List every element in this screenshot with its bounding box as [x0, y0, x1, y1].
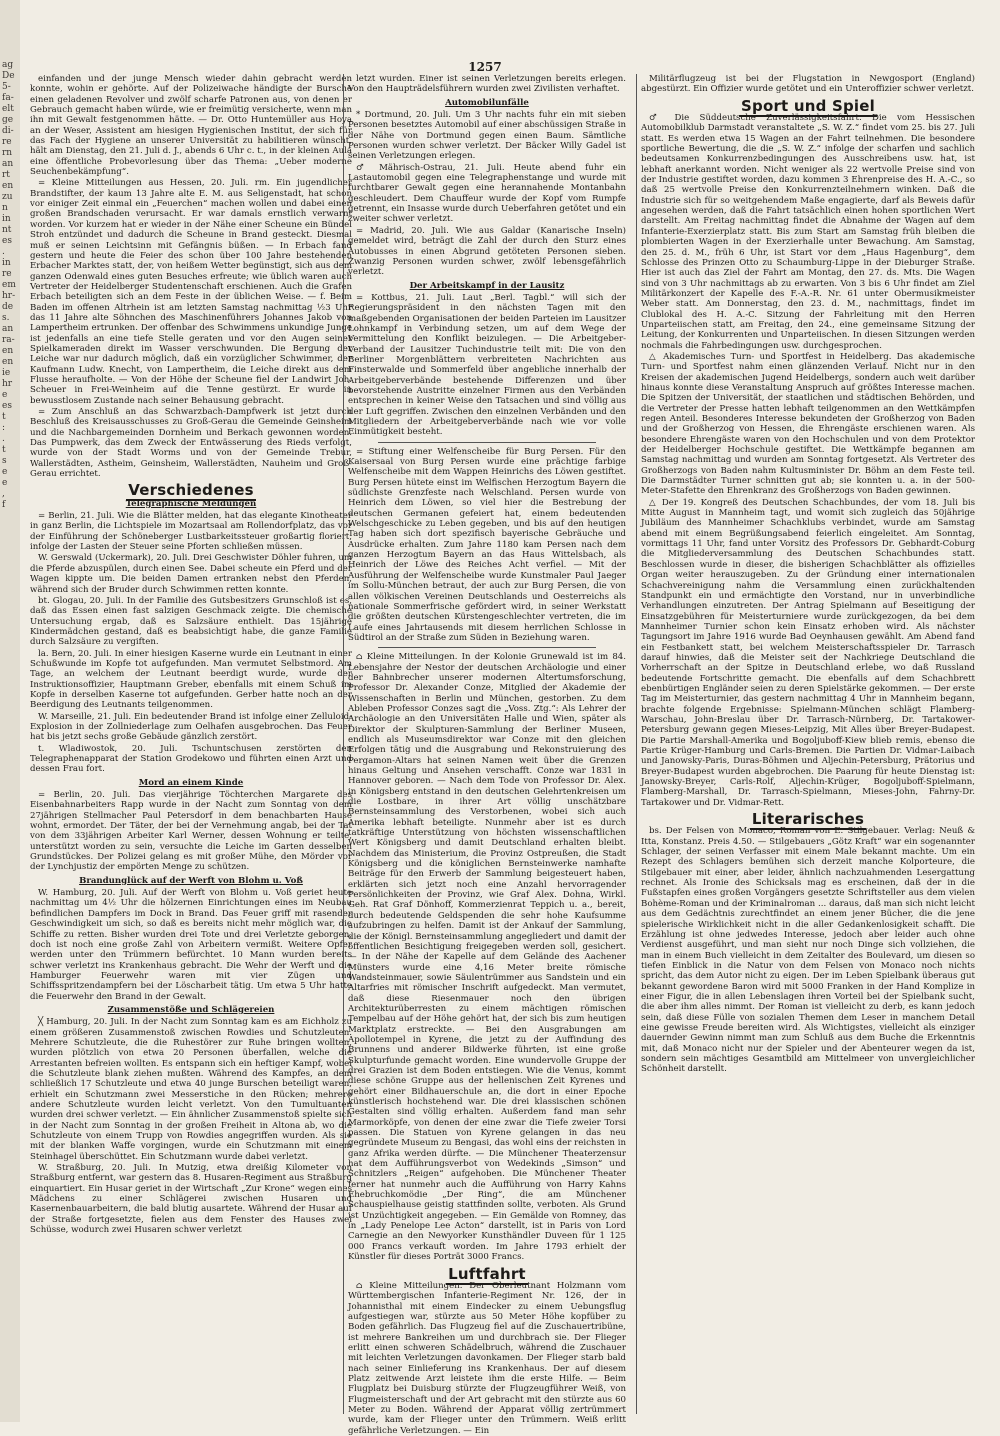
article-paragraph: bt. Glogau, 20. Juli. In der Familie des Gutsbesitzers Grunschloß ist es, daß das Essen einen fast salzigen Geschmack zeigte. Die chemische Untersuchung ergab, daß es Salzsäure enthielt. Das 15jährige Kindermädchen gestand, daß es beabsichtigt habe, die ganze Familie durch Salzsäure zu vergiften.	[30, 595, 352, 648]
article-paragraph: = Kleine Mitteilungen aus Hessen, 20. Juli. rm. Ein jugendlicher Brandstifter, der kaum 13 Jahre alte E. M. aus Seligenstadt, hat schon vor einiger Zeit einmal ein „Feuerchen“ machen wollen und dabei einen großen Brandschaden verursacht. Er war damals ernstlich verwarnt worden. Vor kurzem hat er wieder in der Nähe einer Scheune ein Bündel Stroh entzündet und dadurch die Scheune in Brand gesteckt. Diesmal muß er seinen Leichtsinn mit Gefängnis büßen. — In Erbach fand gestern und heute die Feier des schon über 100 Jahre bestehenden Erbacher Marktes statt, der, von heißem Wetter begünstigt, sich aus dem ganzen Odenwald eines guten Besuches erfreute; wie üblich waren auch Vertreter der Heidelberger Studentenschaft erschienen. Auch die Grafen Erbach beteiligten sich an dem Feste in der üblichen Weise. — f. Beim Baden im offenen Altrhein ist am letzten Samstag nachmittag ½3 Uhr das 11 Jahre alte Söhnchen des Maschinenführers Johannes Jakob von Lampertheim ertrunken. Der offenbar des Schwimmens unkundige Junge ist jedenfalls an eine tiefe Stelle geraten und vor den Augen seiner Spielkameraden direkt im Wasser verschwunden. Die Bergung der Leiche war nur dadurch möglich, daß ein vorzüglicher Schwimmer, der Kaufmann Ludw. Knecht, von Lampertheim, die Leiche direkt aus dem Flusse heraufholte. — Von der Höhe der Scheune fiel der Landwirt Joh. Scheuer in Frei-Weinheim auf die Tenne gestürzt. Er wurde in bewusstlosem Zustande nach seiner Behausung gebracht.	[30, 178, 352, 406]
article-paragraph: = Madrid, 20. Juli. Wie aus Galdar (Kanarische Inseln) gemeldet wird, beträgt die Zahl der durch den Sturz eines Autobusses in einen Abgrund getöteten Personen sieben. Zwanzig Personen wurden schwer, zwölf lebensgefährlich verletzt.	[348, 225, 626, 278]
edge-text-fragments: ag De 5- fa- elt ge di- re rn an rt en zu n in nt es . in re em hr- de s. an ra- en en ie hr e es t : . t s e e , f	[2, 60, 16, 510]
article-paragraph: bs. Der Felsen von Monaco, Roman von E. Stilgebauer. Verlag: Neuß & Itta, Konstanz. Preis 4.50. — Stilgebauers „Götz Kraft“ war ein sogenannter Schlager, der seinen Verfasser mit einem Male bekannt machte. Um ein Rezept des Schlagers bemühen sich derzeit manche Kolporteure, die Stilgebauer mit einer, aber leider, ähnlich nachzuahmenden Lesergattung rechnet. Als Ironie des Schicksals mag es erscheinen, daß der in die Fußstapfen eines großen Vorgängers gesetzte Schriftsteller aus dem vielen Bohème-Roman und der Kriminalroman ... daraus, daß man sich nicht leicht aus dem Gedächtnis zurechtfindet an einem jener Bücher, die die jene spielerische Wirklichkeit nicht in die aller Gedankenlosigkeit schafft. Die Erzählung ist ohne jedwedes Interesse, jedoch aber leider auch ohne Verdienst ausgeführt, und man sieht nur noch Dinge sich vollziehen, die man in einem Buch vielleicht in dem Zeitalter des Boulevard, um diesen so tiefen Einblick in die Natur von dem Felsen von Monaco noch nichts spricht, das dem Autor nicht zu eigen. Der im Leben Spielbank überaus gut bekannt gewordene Baron wird mit 5000 Franken in der Hand Komplize in einer Figur, die in allen Lebenslagen ihren Vorteil bei der Spielbank sucht, die aber ihm alles nimmt. Der Roman ist vielleicht zu derb, es kann jedoch sein, daß diese Fülle von sozialen Themen dem Leser in manchem Detail eine gewisse Freude bereiten wird. Als Wichtigstes, vielleicht als einziger dauernder Gewinn nimmt man zum Schluß aus dem Buche die Erkenntnis mit, daß Monaco nicht nur der Spieler und der Abenteurer wegen da ist, sondern sein mächtiges Gesamtbild am Mittelmeer von unvergleichlicher Schönheit darstellt.	[641, 826, 975, 1075]
article-paragraph: ♂ Mährisch-Ostrau, 21. Juli. Heute abend fuhr ein Lastautomobil gegen eine Telegraphenstange und wurde mit furchtbarer Gewalt gegen eine herannahende Montanbahn geschleudert. Dem Chauffeur wurde der Kopf vom Rumpfe getrennt, ein Insasse wurde durch Ueberfahren getötet und ein zweiter schwer verletzt.	[348, 162, 626, 225]
article-paragraph: △ Akademisches Turn- und Sportfest in Heidelberg. Das akademische Turn- und Sportfest nahm einen glänzenden Verlauf. Nicht nur in den Kreisen der akademischen Jugend Heidelbergs, sondern auch weit darüber hinaus konnte diese Veranstaltung Anspruch auf größtes Interesse machen. Die Spitzen der Universität, der staatlichen und städtischen Behörden, und die Vertreter der Presse hatten lebhaft teilgenommen an den Wettkämpfen regen Anteil. Besonderes Interesse bekundeten der Großherzog von Baden und der Großherzog von Hessen, die Ehrengäste erschienen waren. Als besondere Ehrengäste waren von den Hochschulen und von dem Protektor der Heidelberger Hochschule gestiftet. Die Wettkämpfe begannen am Samstag nachmittag und wurden am Sonntag fortgesetzt. Als Vertreter des Großherzogs von Baden nahm Kultusminister Dr. Böhm an dem Feste teil. Die Darmstädter Turner schnitten gut ab; sie konnten u. a. in der 500-Meter-Stafette den Ehrenkranz des Großherzogs von Baden gewinnen.	[641, 351, 975, 497]
article-paragraph: W. Gerswald (Uckermark), 20. Juli. Drei Geschwister Döhler fuhren, um die Pferde abzuspülen, durch einen See. Dabei scheute ein Pferd und der Wagen kippte um. Die beiden Damen ertranken nebst den Pferden, während sich der Bruder durch Schwimmen retten konnte.	[30, 553, 352, 595]
subheading-mord: Mord an einem Kinde	[138, 777, 244, 788]
article-paragraph: = Berlin, 21. Juli. Wie die Blätter melden, hat das elegante Kinotheater in ganz Berlin, die Lichtspiele im Mozartsaal am Rollendorfplatz, das vor der Einführung der Schöneberger Lustbarkeitssteuer großartig floriert, infolge der Lasten der Steuer seine Pforten schließen müssen.	[30, 511, 352, 553]
article-paragraph: Militärflugzeug ist bei der Flugstation in Newgosport (England) abgestürzt. Ein Offizier wurde getötet und ein Unteroffizier schwer verletzt.	[641, 74, 975, 95]
column-2	[343, 74, 626, 1436]
divider	[378, 647, 596, 648]
section-heading-luftfahrt: Luftfahrt	[448, 1264, 526, 1283]
article-paragraph: * Dortmund, 20. Juli. Um 3 Uhr nachts fuhr ein mit sieben Personen besetztes Automobil auf einer abschüssigen Straße in der Nähe von Dortmund gegen einen Baum. Sämtliche Personen wurden schwer verletzt. Der Bäcker Willy Gadel ist seinen Verletzungen erlegen.	[348, 110, 626, 162]
page-number: 1257	[468, 60, 502, 74]
section-heading-literarisches: Literarisches	[751, 810, 865, 829]
divider	[378, 442, 596, 443]
article-paragraph: = Kottbus, 21. Juli. Laut „Berl. Tagbl.“ will sich der Regierungspräsident in den nächsten Tagen mit den maßgebenden Organisationen der beiden Parteien im Lausitzer Lohnkampf in Verbindung setzen, um auf dem Wege der Vermittelung den Konflikt beizulegen. — Die Arbeitgeber-Verband der Lausitzer Tuchindustrie teilt mit: Die von den Berliner Morgenblättern verbreiteten Nachrichten aus Finsterwalde und Sommerfeld über angebliche innerhalb der Arbeitgeberverbände bestehende Differenzen und über bevorstehende Austritte einzelner Firmen aus den Verbänden entsprechen in keiner Weise den Tatsachen und sind völlig aus der Luft gegriffen. Zwischen den einzelnen Verbänden und den Mitgliedern der Arbeitgeberverbände nach wie vor volle Einmütigkeit besteht.	[348, 292, 626, 438]
article-paragraph: t. Wladiwostok, 20. Juli. Tschuntschusen zerstörten den Telegraphenapparat der Station Grodekowo und führten einen Arzt und dessen Frau fort.	[30, 743, 352, 775]
article-paragraph: = Zum Anschluß an das Schwarzbach-Dampfwerk ist jetzt durch Beschluß des Kreisausschusses zu Groß-Gerau die Gemeinde Geinsheim und die Nachbargemeinden Dornheim und Berkach gewonnen worden. Das Pumpwerk, das dem Zweck der Entwässerung des Rieds verfolgt, wurde von der Stadt Worms und von der Gemeinde Trebur, Wallerstädten, Astheim, Geinsheim, Wallerstädten, Nauheim und Groß-Gerau errichtet.	[30, 407, 352, 480]
subheading-arbeitskampf: Der Arbeitskampf in der Lausitz	[409, 280, 565, 291]
section-heading-sport-und-spiel: Sport und Spiel	[741, 96, 875, 115]
subheading-brandunglueck: Brandunglück auf der Werft von Blohm u. Voß	[79, 875, 303, 886]
article-paragraph: ♂ Die Süddeutsche Zuverlässigkeitsfahrt. Die vom Hessischen Automobilklub Darmstadt veranstaltete „S. W. Z.“ findet vom 25. bis 27. Juli statt. Es werden etwa 15 Wagen an der Fahrt teilnehmen. Die besondere sportliche Bewertung, die die „S. W. Z.“ infolge der scharfen und sachlich bedeutsamen Konkurrenzbedingungen des Ausschreibens usw. hat, ist lebhaft anerkannt worden. Nicht weniger als 22 wertvolle Preise sind von der Industrie gestiftet worden, dazu kommen 3 Ehrenpreise des H. A.-C., so daß 25 wertvolle Preise den Konkurrenzteilnehmern winken. Daß die Industrie sich für so weitgehendem Maße engagierte, darf als Beweis dafür angesehen werden, daß die Fahrt tatsächlich einen hohen sportlichen Wert darstellt. Am Freitag nachmittag findet die Abnahme der Wagen auf dem Infanterie-Exerzierplatz statt. Bis zum Start am Samstag früh bleiben die plombierten Wagen in der Exerzierhalle unter Bewachung. Am Samstag, den 25. d. M., früh 6 Uhr, ist Start vor dem „Haus Hagenburg“, dem Schlosse des Prinzen Otto zu Schaumburg-Lippe in der Dieburger Straße. Hier ist auch das Ziel der Fahrt am Montag, den 27. ds. Mts. Die Wagen sind von 3 Uhr nachmittags ab zu erwarten. Von 3 bis 6 Uhr findet am Ziel Militärkonzert der Kapelle des F.-A.-R. Nr. 61 unter Obermusikmeister Weber statt. Am Donnerstag, den 23. d. M., nachmittags, findet im Clublokal des H. A.-C. Sitzung der Fahrleitung mit den Herren Unparteiischen statt, am Freitag, den 24., eine gemeinsame Sitzung der Leitung, der Konkurrenten und Unparteiischen. In diesen Sitzungen werden nochmals die Fahrbedingungen usw. durchgesprochen.	[641, 113, 975, 351]
article-paragraph: letzt wurden. Einer ist seinen Verletzungen bereits erlegen. Von den Haupträdelsführern wurden zwei Zivilisten verhaftet.	[348, 74, 626, 95]
newspaper-columns	[20, 74, 980, 1436]
article-paragraph: W. Straßburg, 20. Juli. In Mutzig, etwa dreißig Kilometer von Straßburg entfernt, war gestern das 8. Husaren-Regiment aus Straßburg einquartiert. Ein Husar geriet in der Wirtschaft „Zur Krone“ wegen eines Mädchens zu einer Schlägerei zwischen Husaren und Kasernenbauarbeitern, die bald blutig ausartete. Während der Husar auf der Straße fortgesetzte, fielen aus dem Fenster des Hauses zwei Schüsse, wodurch zwei Husaren schwer verletzt	[30, 1163, 352, 1236]
article-paragraph: W. Hamburg, 20. Juli. Auf der Werft von Blohm u. Voß geriet heute nachmittag um 4½ Uhr die hölzernen Einrichtungen eines im Neubau befindlichen Dampfers im Dock in Brand. Das Feuer griff mit rasender Geschwindigkeit um sich, so daß es bereits nicht mehr möglich war, die Schiffe zu retten. Bisher wurden drei Tote und drei Verletzte geborgen, doch ist noch eine große Zahl von Arbeitern vermißt. Weitere Opfer werden unter den Trümmern befürchtet. 10 Mann wurden bereits schwer verletzt ins Krankenhaus gebracht. Die Wehr der Werft und die Hamburger Feuerwehr waren mit vier Zügen und Schiffsspritzendampfern bei der Löscharbeit tätig. Um etwa 5 Uhr hatte die Feuerwehr den Brand in der Gewalt.	[30, 888, 352, 1002]
article-paragraph: = Berlin, 20. Juli. Das vierjährige Töchterchen Margarete des Eisenbahnarbeiters Rapp wurde in der Nacht zum Sonntag von dem 27jährigen Stellmacher Paul Petersdorf in dem benachbarten Hause wohnt, ermordet. Der Täter, der bei der Vernehmung angab, bei der Tat von dem 33jährigen Arbeiter Karl Werner, dessen Wohnung er teilte, unterstützt worden zu sein, versuchte die Leiche im Garten desselben Grundstückes. Der Polizei gelang es mit großer Mühe, den Mörder vor der Lynchjustiz der empörten Menge zu schützen.	[30, 790, 352, 873]
article-paragraph: einfanden und der junge Mensch wieder dahin gebracht werden konnte, wohin er gehörte. Auf der Polizeiwache händigte der Bursche einen geladenen Revolver und zwölf scharfe Patronen aus, von denen er Gebrauch gemacht haben würde, wie er freimütig versicherte, wenn man ihn mit Gewalt festgenommen hätte. — Dr. Otto Huntemüller aus Hoya an der Weser, Assistent am hiesigen Hygienischen Institut, der sich für das Fach der Hygiene an unserer Universität zu habilitieren wünscht, hält am Dienstag, den 21. Juli d. J., abends 6 Uhr c. t., in der kleinen Aula eine öffentliche Probevorlesung über das Thema: „Ueber moderne Seuchenbekämpfung“.	[30, 74, 352, 178]
subheading-telegraphische-meldungen: Telegraphische Meldungen	[125, 498, 257, 509]
article-paragraph: △ Der 19. Kongreß des Deutschen Schachbundes, der vom 18. Juli bis Mitte August in Mannheim tagt, und womit sich zugleich das 50jährige Jubiläum des Mannheimer Schachklubs verbindet, wurde am Samstag abend mit einem Begrüßungsabend feierlich eingeleitet. Am Sonntag, vormittags 11 Uhr, fand unter Vorsitz des Professors Dr. Gebhardt-Coburg die Mitgliederversammlung des Deutschen Schachbundes statt. Beschlossen wurde in dieser, die bisherigen Schachblätter als offizielles Organ weiter herauszugeben. Zu der Gründung einer internationalen Schachvereinigung nahm die Versammlung einen zurückhaltenden Standpunkt ein und ermächtigte den Vorstand, nur in unverbindliche Verhandlungen einzutreten. Der Antrag Spielmann auf Beseitigung der Einsatzgebühren für Meisterturniere wurde zurückgezogen, da bei dem Mannheimer Turnier schon kein Einsatz erhoben wird. Als nächster Tagungsort im Jahre 1916 wurde Bad Oeynhausen gewählt. Am Abend fand ein Festbankett statt, bei welchem Meisterschaftsspieler Dr. Tarrasch darauf hinwies, daß die Meister seit der Nachkriege Deutschland die Vorherrschaft an der Spitze in Deutschland erlebe, wo daß Russland bedeutende Fortschritte gemacht. Die ebenfalls auf dem Schachbrett ebenbürtigen Engländer seien zu deren Spielstärke gekommen. — Der erste Tag im Meisterturnier, das gestern nachmittag 4 Uhr in Mannheim begann, brachte folgende Ergebnisse: Spielmann-München schlägt Flamberg-Warschau, John-Breslau über Dr. Tarrasch-Nürnberg, Dr. Tartakower-Petersburg gewann gegen Mieses-Leipzig, Mit Alles über Breyer-Budapest. Die Partie Marshall-Amerika und Bogoljuboff-Kiew blieb remis, ebenso die Partie Krüger-Hamburg und Carls-Bremen. Die Partien Dr. Vidmar-Laibach und Janowsky-Paris, Duras-Böhmen und Aljechin-Petersburg, Prätorius und Breyer-Budapest wurden abgebrochen. Die Paarung für heute Dienstag ist: Janowsky-Breyer, Carls-Rolf, Aljechin-Krüger, Bogoljuboff-Spielmann, Flamberg-Marshall, Dr. Tarrasch-Spielmann, Mieses-John, Fahrny-Dr. Tartakower und Dr. Vidmar-Rett.	[641, 497, 975, 808]
column-3	[636, 74, 975, 1414]
article-paragraph: ╳ Hamburg, 20. Juli. In der Nacht zum Sonntag kam es am Eichholz zu einem größeren Zusammenstoß zwischen Rowdies und Schutzleuten. Mehrere Schutzleute, die die Ruhestörer zur Ruhe bringen wollten, wurden plötzlich von etwa 20 Personen überfallen, welche die Arrestanten befreien wollten. Es entspann sich ein heftiger Kampf, wobei die Schutzleute blank ziehen mußten. Während des Kampfes, an dem schließlich 17 Schutzleute und etwa 40 junge Burschen beteiligt waren, erhielt ein Schutzmann zwei Messerstiche in den Rücken; mehrere andere Schutzleute wurden leicht verletzt. Von den Tumultuanten wurden drei schwer verletzt. — Ein ähnlicher Zusammenstoß spielte sich in der Nacht zum Sonntag in der großen Freiheit in Altona ab, wo die Schutzleute von einem Trupp von Rowdies angegriffen wurden. Als sie mit der blanken Waffe vorgingen, wurde ein Schutzmann mit einem Steinhagel überschüttet. Ein Schutzmann wurde dabei verletzt.	[30, 1017, 352, 1162]
article-paragraph: ⌂ Kleine Mitteilungen. In der Kolonie Grunewald ist im 84. Lebensjahre der Nestor der deutschen Archäologie und einer der Bahnbrecher unserer modernen Altertumsforschung, Professor Dr. Alexander Conze, Mitglied der Akademie der Wissenschaften in Berlin und München, gestorben. Zu dem Ableben Professor Conzes sagt die „Voss. Ztg.“: Als Lehrer der Archäologie an den Universitäten Halle und Wien, später als Direktor der Skulpturen-Sammlung der Berliner Museen, endlich als Museumsdirektor war Conze mit den gleichen Erfolgen tätig und die Ausgrabung und Rekonstruierung des Pergamon-Altars hat seinen Namen weit über die Grenzen hinaus Geltung und Ansehen verschafft. Conze war 1831 in Hannover geboren. — Nach dem Tode von Professor Dr. Alex. in Königsberg entstand in den deutschen Gelehrtenkreisen um die Lostbare, in ihrer Art völlig unschätzbare Bernsteinsammlung des Verstorbenen, wobei sich auch Amerika lebhaft beteiligte. Nunmehr aber ist es durch tatkräftige Unterstützung von höchsten wissenschaftlichen Wert Königsberg und damit Deutschland erhalten bleibt. Nachdem das Ministerium, die Provinz Ostpreußen, die Stadt Königsberg und die königlichen Bernsteinwerke namhafte Beiträge für den Erwerb der Sammlung beigesteuert haben, erklärten sich jetzt noch eine Anzahl hervorragender Persönlichkeiten der Provinz, wie Graf Alex. Dohna, Wirkl. Geh. Rat Graf Dönhoff, Kommerzienrat Teppich u. a., bereit, durch bedeutende Geldspenden die sehr hohe Kaufsumme aufzubringen zu helfen. Damit ist der Ankauf der Sammlung, die der Königl. Bernsteinsammlung angegliedert und damit der öffentlichen Besichtigung freigegeben werden soll, gesichert. — In der Nähe der Kapelle auf dem Gelände des Aachener Münsters wurde eine 4,16 Meter breite römische Wandsteinmauer, sowie Säulentrümmer aus Sandstein und ein Altarfries mit römischer Inschrift aufgedeckt. Man vermutet, daß diese Riesenmauer noch den übrigen Architekturüberresten zu einem mächtigen römischen Tempelbau auf der Höhe gehört hat, der sich bis zum heutigen Marktplatz erstreckte. — Bei den Ausgrabungen am Apollotempel in Kyrene, die jetzt zu der Auffindung des Brunnens und anderer Bildwerke führten, ist eine große Skulpturfunde gemacht worden. Eine wundervolle Gruppe der drei Grazien ist dem Boden entstiegen. Wie die Venus, kommt diese schöne Gruppe aus der hellenischen Zeit Kyrenes und gehört einer Bildhauerschule an, die dort in einer Epoche künstlerisch hochstehend war. Die drei klassischen schönen Gestalten sind völlig erhalten. Außerdem fand man sehr Marmorköpfe, von denen der eine zwar die Tiefe zweier Torsi passen. Die Statuen von Kyrene gelangen in das neu gegründete Museum zu Bengasi, das wohl eins der reichsten in ganz Afrika werden dürfte. — Die Münchener Theaterzensur hat dem Aufführungsverbot von Wedekinds „Simson“ und Schnitzlers „Reigen“ aufgehoben. Die Münchener Theater ferner hat nunmehr auch die Aufführung von Harry Kahns Ehebruchkomödie „Der Ring“, die am Münchener Schauspielhause geistig stattfinden sollte, verboten. Als Grund ist Unzüchtigkeit angegeben. — Ein Gemälde von Romney, das in „Lady Penelope Lee Acton“ darstellt, ist in Paris von Lord Carnegie an den Newyorker Kunsthändler Duveen für 1 125 000 Francs verkauft worden. Im Jahre 1793 erhielt der Künstler für dieses Porträt 3000 Francs.	[348, 652, 626, 1263]
subheading-automobilunfaelle: Automobilunfälle	[445, 97, 529, 108]
article-paragraph: la. Bern, 20. Juli. In einer hiesigen Kaserne wurde ein Leutnant in einer Schußwunde im Kopfe tot aufgefunden. Man vermutet Selbstmord. Am Tage, an welchem der Leutnant beerdigt wurde, wurde der Instruktionsoffizier, Hauptmann Greber, ebenfalls mit einem Schuß im Kopfe in derselben Kaserne tot aufgefunden. Gerber hatte noch an der Beerdigung des Leutnants teilgenommen.	[30, 648, 352, 711]
column-1	[30, 74, 352, 1414]
article-paragraph: ⌂ Kleine Mitteilungen. Der Oberleutnant Holzmann vom Württembergischen Infanterie-Regiment Nr. 126, der in Johannisthal mit einem Eindecker zu einem Uebungsflug aufgestiegen war, stürzte aus 50 Meter Höhe kopfüber zu Boden gefährlich. Das Flugzeug fiel auf die Zuschauertribüne, ist mehrere Bankreihen um und durchbrach sie. Der Flieger erlitt einen schweren Schädelbruch, während die Zuschauer mit leichten Verletzungen davonkamen. Der Flieger starb bald nach seiner Einlieferung ins Krankenhaus. Der auf diesem Platz zeitwende Arzt leistete ihm die erste Hilfe. — Beim Flugplatz bei Duisburg stürzte der Flugzeugführer Weiß, von Flugmeisterschaft und der Art gebracht mit den stürzte aus 60 Meter zu Boden. Während der Apparat völlig zertrümmert wurde, kam der Flieger unter den Trümmern. Weiß erlitt gefährliche Verletzungen. — Ein	[348, 1280, 626, 1436]
section-heading-verschiedenes: Verschiedenes	[128, 481, 254, 500]
subheading-zusammenstoesse: Zusammenstöße und Schlägereien	[107, 1004, 275, 1015]
adjacent-page-edge	[0, 0, 20, 1422]
article-paragraph: W. Marseille, 21. Juli. Ein bedeutender Brand ist infolge einer Zelluloid-Explosion in der Zollniederlage zum Oelhafen ausgebrochen. Das Feuer hat bis jetzt sechs große Gebäude gänzlich zerstört.	[30, 711, 352, 743]
article-paragraph: = Stiftung einer Welfenscheibe für Burg Persen. Für den Kaisersaal von Burg Persen wurde eine prächtige farbige Welfenscheibe mit dem Wappen Heinrichs des Löwen gestiftet. Burg Persen hütete einst im Welfischen Herzogtum Bayern die südlichste Grenzfeste nach Welschland. Persen wurde von Heinrich dem Löwen, so viel hier die Bestrebung der deutschen Germanen gefeiert hat, einem bedeutenden Welschgeschicke zu Leben gegeben, und bis auf den heutigen Tag haben sich dort spezifisch bayerische Gebräuche und Ausdrücke erhalten. Zum Jahre 1180 kam Persen nach dem ganzen Herzogtum Bayern an das Haus Wittelsbach, als Heinrich der Löwe des Reiches Acht verfiel. — Mit der Ausführung der Welfenscheibe wurde Kunstmaler Paul Jaeger im Sollu-München betraut, der auch zur Burg Persen, die von allen völkischen Vereinen Deutschlands und Oesterreichs als nationale Sommerfrische gefördert wird, in seiner Werkstatt die größten deutschen Kürstengeschlechter vertreten, die im Laufe eines Jahrtausends mit diesem herrlichen Schlosse in Südtirol an der Straße zum Süden in Beziehung waren.	[348, 446, 626, 643]
